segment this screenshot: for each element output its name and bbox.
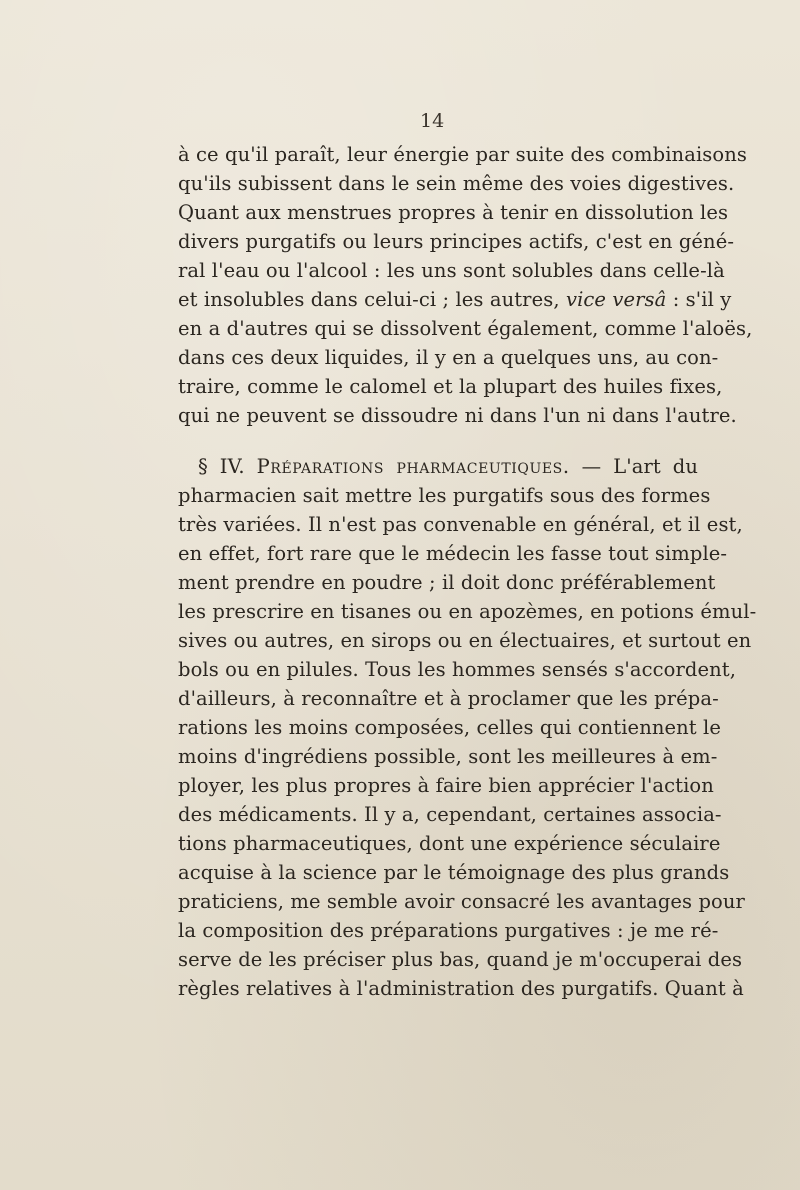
text-segment: et insolubles dans celui-ci ; les autres,	[178, 288, 560, 311]
text-line: à ce qu'il paraît, leur énergie par suite des combinaisons	[178, 143, 747, 166]
text-line: Quant aux menstrues propres à tenir en dissolution les	[178, 201, 729, 224]
text-line: ment prendre en poudre ; il doit donc préférablement	[178, 571, 716, 594]
text-line: pharmacien sait mettre les purgatifs sous des formes	[178, 484, 711, 507]
text-line: qui ne peuvent se dissoudre ni dans l'un ni dans l'autre.	[178, 404, 737, 427]
section-heading: Préparations pharmaceutiques.	[256, 455, 570, 478]
text-line: acquise à la science par le témoignage des plus grands	[178, 861, 730, 884]
text-line: traire, comme le calomel et la plupart des huiles fixes,	[178, 375, 723, 398]
text-line: en a d'autres qui se dissolvent également, comme l'aloës,	[178, 317, 753, 340]
text-line: des médicaments. Il y a, cependant, certaines associa-	[178, 803, 722, 826]
text-line: ployer, les plus propres à faire bien apprécier l'action	[178, 774, 714, 797]
section-number: § IV.	[198, 455, 245, 478]
text-line	[178, 285, 732, 314]
text-line: praticiens, me semble avoir consacré les avantages pour	[178, 890, 745, 913]
text-line: d'ailleurs, à reconnaître et à proclamer que les prépa-	[178, 687, 719, 710]
text-line: ral l'eau ou l'alcool : les uns sont solubles dans celle-là	[178, 259, 725, 282]
text-segment: L'art du	[613, 455, 698, 478]
text-line: bols ou en pilules. Tous les hommes sensés s'accordent,	[178, 658, 737, 681]
text-line: les prescrire en tisanes ou en apozèmes, en potions émul-	[178, 600, 757, 623]
page-number: 14	[420, 110, 445, 132]
text-line: rations les moins composées, celles qui contiennent le	[178, 716, 722, 739]
text-line: en effet, fort rare que le médecin les fasse tout simple-	[178, 542, 728, 565]
body-text	[178, 140, 757, 1003]
italic-phrase: vice versâ	[565, 288, 667, 311]
text-line: sives ou autres, en sirops ou en électuaires, et surtout en	[178, 629, 752, 652]
text-line: la composition des préparations purgatives : je me ré-	[178, 919, 719, 942]
text-line: très variées. Il n'est pas convenable en général, et il est,	[178, 513, 743, 536]
section-heading-line	[178, 452, 698, 481]
text-line: qu'ils subissent dans le sein même des voies digestives.	[178, 172, 735, 195]
paragraph-1	[178, 140, 753, 430]
text-line: divers purgatifs ou leurs principes actifs, c'est en géné-	[178, 230, 735, 253]
em-dash: —	[581, 455, 602, 478]
text-line: moins d'ingrédiens possible, sont les meilleures à em-	[178, 745, 718, 768]
text-line: serve de les préciser plus bas, quand je m'occuperai des	[178, 948, 743, 971]
text-segment: : s'il y	[672, 288, 732, 311]
text-line: dans ces deux liquides, il y en a quelques uns, au con-	[178, 346, 719, 369]
paragraph-2	[178, 452, 757, 1003]
text-line: tions pharmaceutiques, dont une expérience séculaire	[178, 832, 721, 855]
text-line: règles relatives à l'administration des purgatifs. Quant à	[178, 977, 744, 1000]
